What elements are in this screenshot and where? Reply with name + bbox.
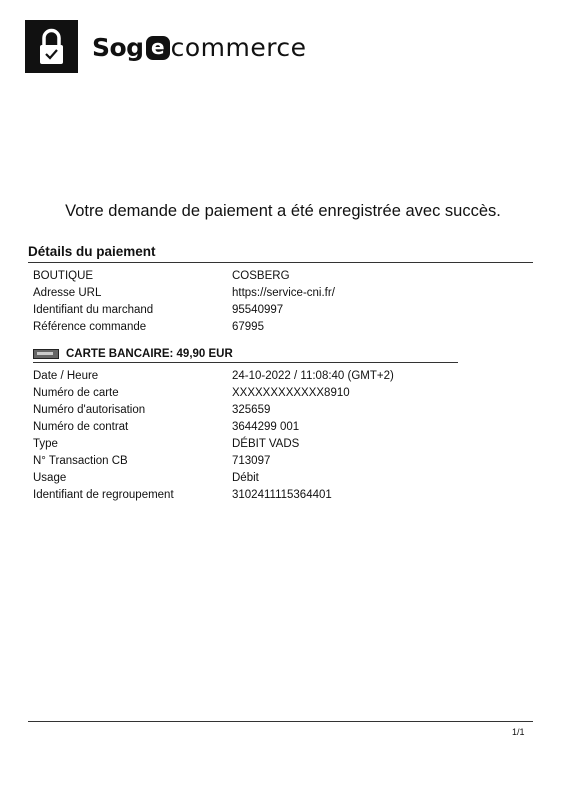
card-label: Identifiant de regroupement bbox=[33, 489, 174, 501]
detail-label: Adresse URL bbox=[33, 287, 102, 299]
card-label: Numéro de contrat bbox=[33, 421, 129, 433]
detail-value: COSBERG bbox=[232, 270, 290, 282]
detail-value: https://service-cni.fr/ bbox=[232, 287, 335, 299]
card-value: 3644299 001 bbox=[232, 421, 300, 433]
card-value: DÉBIT VADS bbox=[232, 438, 300, 450]
card-details bbox=[33, 368, 394, 504]
brand-name bbox=[92, 30, 307, 64]
detail-row-merchant-id bbox=[33, 302, 335, 319]
footer-divider bbox=[28, 721, 533, 722]
card-label: Numéro de carte bbox=[33, 387, 119, 399]
card-payment-header bbox=[33, 348, 233, 360]
brand-e-badge: e bbox=[146, 36, 170, 60]
section-divider bbox=[28, 262, 533, 263]
card-value: Débit bbox=[232, 472, 259, 484]
merchant-details bbox=[33, 268, 335, 336]
success-message: Votre demande de paiement a été enregistrée avec succès. bbox=[65, 202, 501, 220]
page-number: 1/1 bbox=[512, 727, 525, 737]
card-label: N° Transaction CB bbox=[33, 455, 128, 467]
card-value: 3102411115364401 bbox=[232, 489, 332, 501]
card-amount-label: CARTE BANCAIRE: 49,90 EUR bbox=[66, 348, 233, 360]
card-label: Numéro d'autorisation bbox=[33, 404, 146, 416]
credit-card-icon bbox=[33, 349, 59, 359]
card-label: Type bbox=[33, 438, 58, 450]
detail-row-boutique bbox=[33, 268, 335, 285]
card-label: Date / Heure bbox=[33, 370, 99, 382]
card-row-contract bbox=[33, 419, 394, 436]
card-row-grouping-id bbox=[33, 487, 394, 504]
card-label: Usage bbox=[33, 472, 67, 484]
detail-label: Identifiant du marchand bbox=[33, 304, 154, 316]
card-row-usage bbox=[33, 470, 394, 487]
card-row-type bbox=[33, 436, 394, 453]
detail-value: 95540997 bbox=[232, 304, 284, 316]
detail-value: 67995 bbox=[232, 321, 264, 333]
card-row-authorization bbox=[33, 402, 394, 419]
card-value: 24-10-2022 / 11:08:40 (GMT+2) bbox=[232, 370, 394, 382]
brand-logo bbox=[25, 20, 78, 73]
card-value: XXXXXXXXXXXX8910 bbox=[232, 387, 350, 399]
card-value: 325659 bbox=[232, 404, 271, 416]
padlock-check-icon bbox=[25, 20, 78, 73]
card-divider bbox=[33, 362, 458, 363]
detail-label: Référence commande bbox=[33, 321, 147, 333]
brand-part2: commerce bbox=[170, 32, 307, 62]
card-row-transaction bbox=[33, 453, 394, 470]
card-value: 713097 bbox=[232, 455, 271, 467]
card-row-number bbox=[33, 385, 394, 402]
detail-label: BOUTIQUE bbox=[33, 270, 94, 282]
card-row-date bbox=[33, 368, 394, 385]
detail-row-order-ref bbox=[33, 319, 335, 336]
payment-details-title: Détails du paiement bbox=[28, 244, 156, 259]
brand-part1: Sog bbox=[92, 32, 144, 62]
detail-row-url bbox=[33, 285, 335, 302]
